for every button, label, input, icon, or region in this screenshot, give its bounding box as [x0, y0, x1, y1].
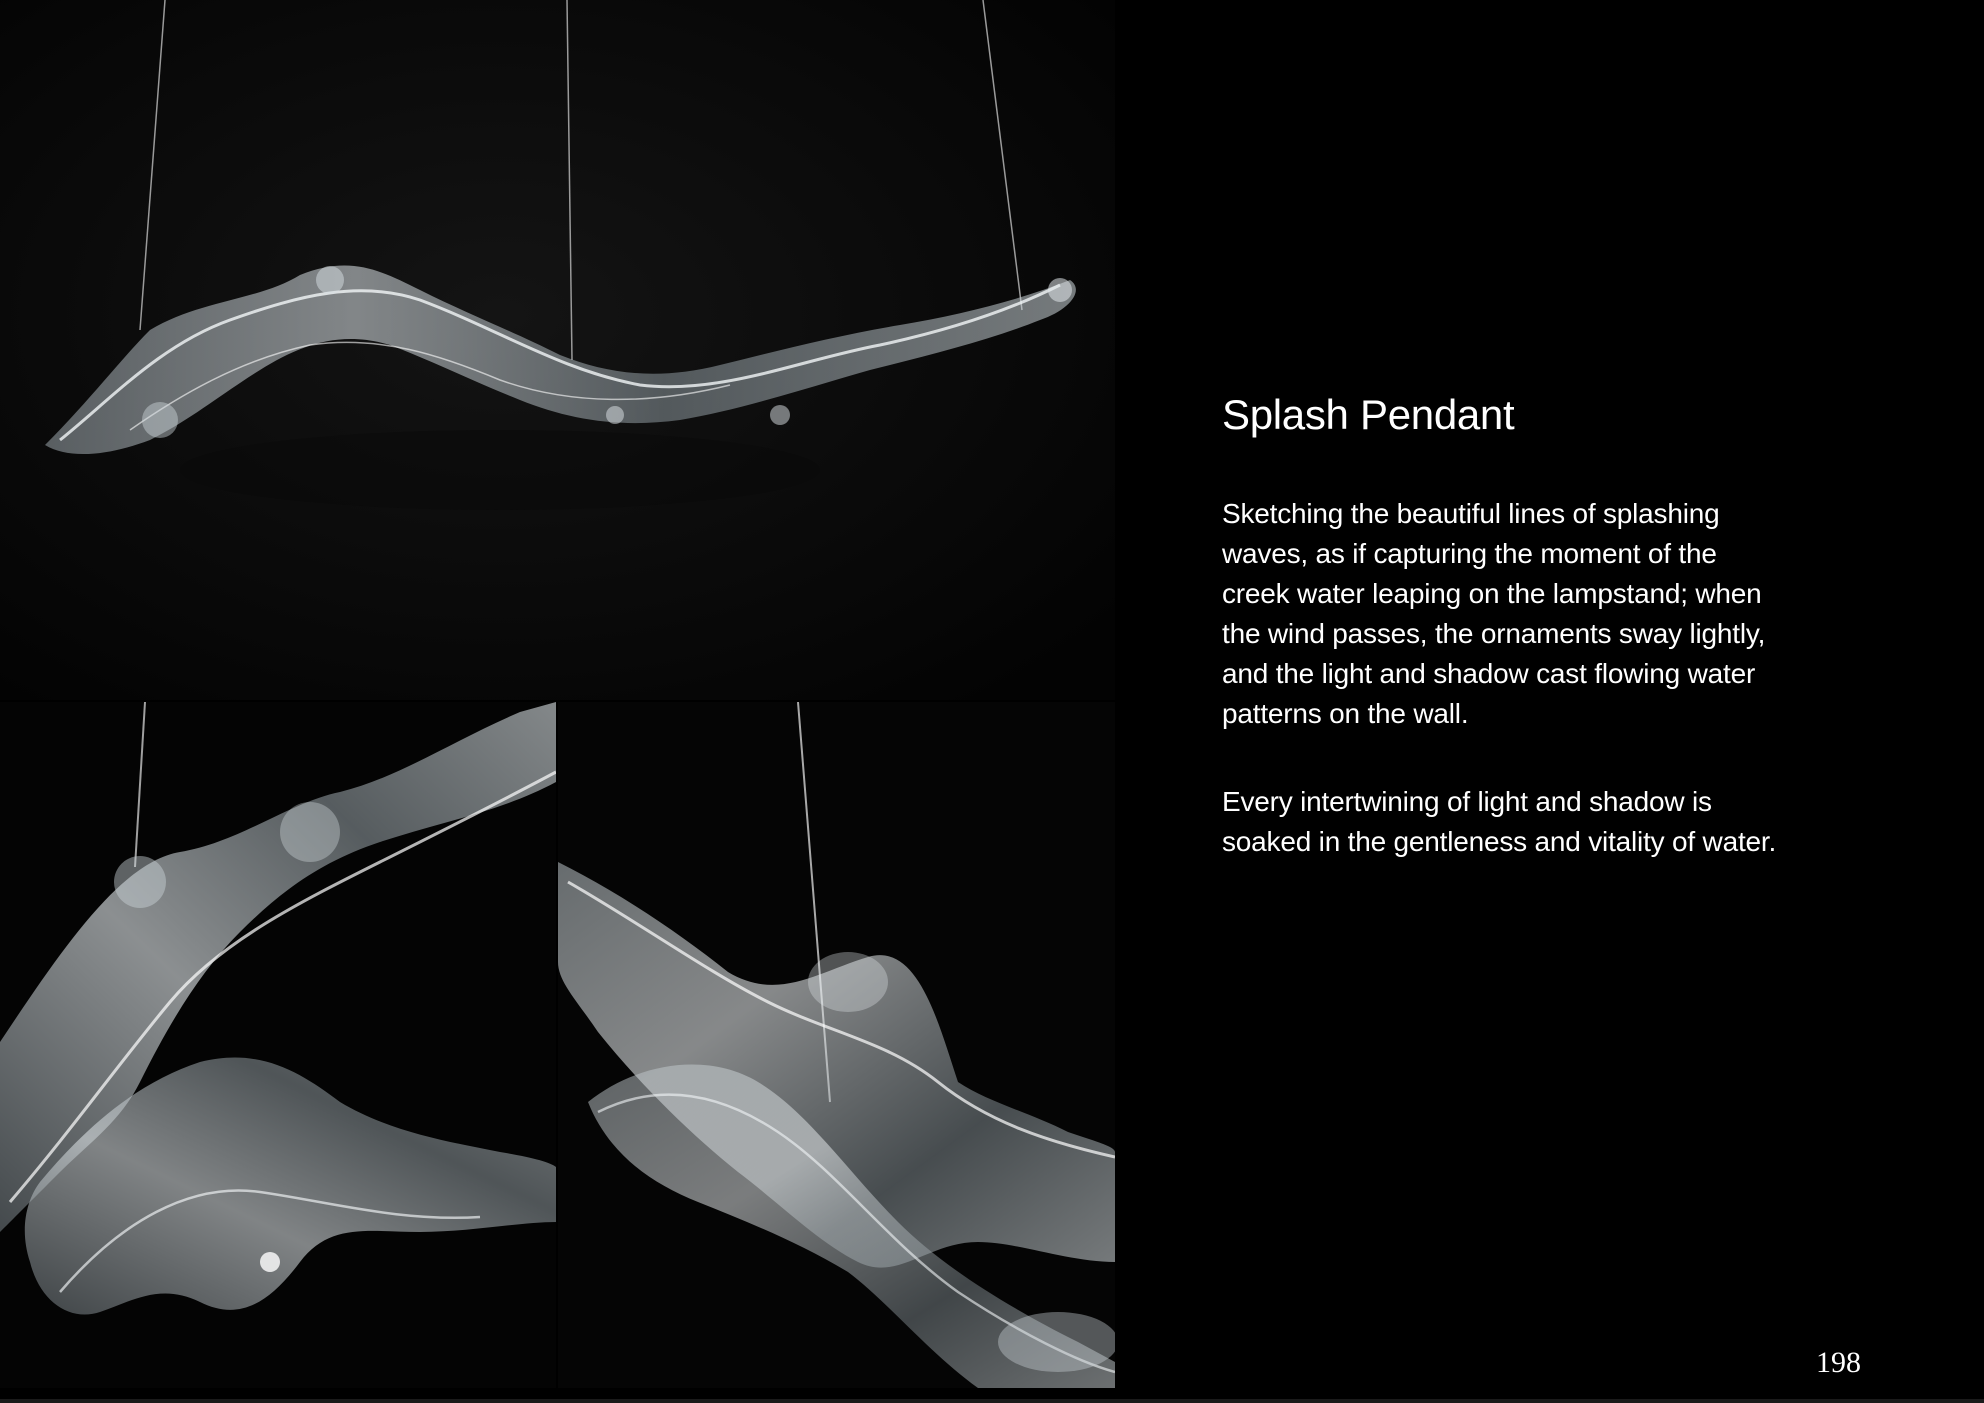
- pendant-full-illustration: [0, 0, 1115, 700]
- page-number: 198: [1816, 1346, 1861, 1379]
- bottom-divider: [0, 1399, 1984, 1403]
- product-description: [1222, 392, 1782, 910]
- pendant-photo-detail-right: [558, 702, 1115, 1388]
- pendant-detail-left-illustration: [0, 702, 556, 1388]
- description-paragraph-2: Every intertwining of light and shadow is soaked in the gentleness and vitality of water.: [1222, 786, 1777, 858]
- pendant-detail-right-illustration: [558, 702, 1115, 1388]
- pendant-photo-full: [0, 0, 1115, 700]
- product-title: Splash Pendant: [1222, 391, 1515, 438]
- pendant-photo-detail-left: [0, 702, 556, 1388]
- description-paragraph-1: Sketching the beautiful lines of splashing waves, as if capturing the moment of the creek water leaping on the lampstand; when the wind passes, the ornaments sway lightly, and the light and shadow cast flowing water patterns on the wall.: [1222, 498, 1766, 730]
